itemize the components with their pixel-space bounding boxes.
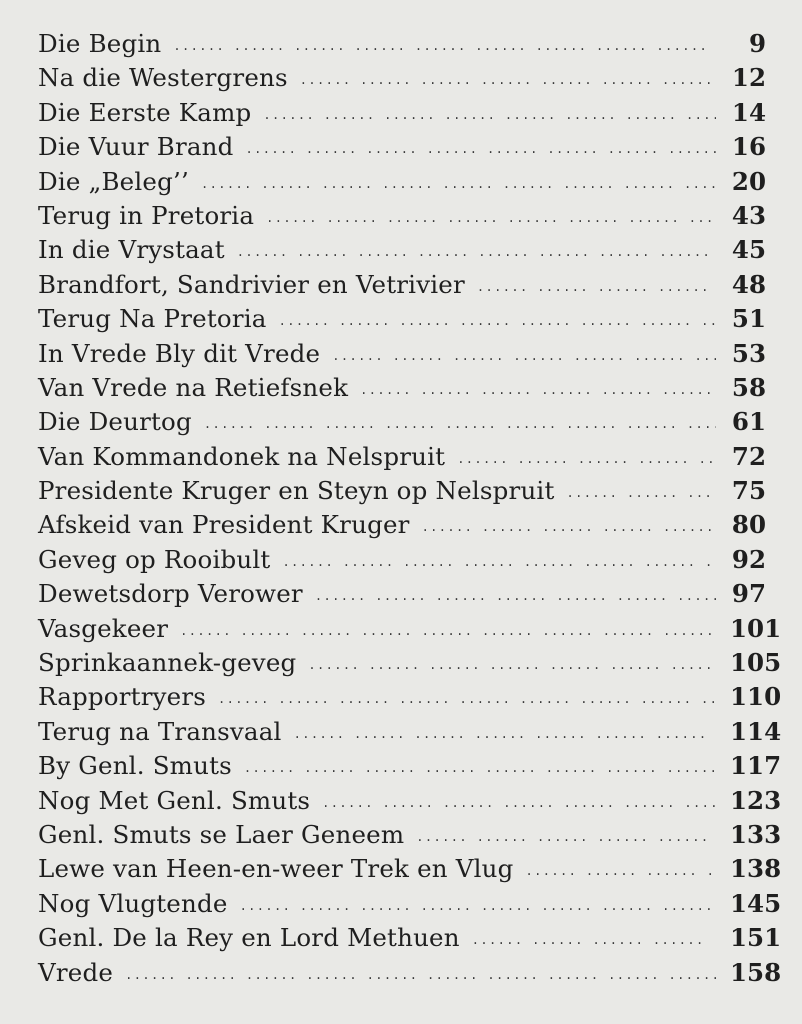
dot-leader (279, 304, 716, 338)
toc-entry (38, 577, 766, 611)
toc-entry-title: Afskeid van President Kruger (38, 510, 410, 540)
toc-entry (38, 784, 782, 818)
toc-entry-title: Rapportryers (38, 682, 207, 712)
dot-leader (294, 717, 716, 751)
toc-entry-title: Terug na Transvaal (38, 716, 282, 746)
toc-entry-title: Die „Beleg’’ (38, 166, 189, 196)
toc-entry-title: In die Vrystaat (38, 235, 225, 265)
toc-entry-title: Presidente Kruger en Steyn op Nelspruit (38, 476, 555, 506)
toc-entry-title: Die Vuur Brand (38, 132, 234, 162)
toc-entry-title: Vasgekeer (38, 613, 169, 643)
toc-entry (38, 749, 782, 783)
toc-entry-title: Lewe van Heen-en-weer Trek en Vlug (38, 854, 514, 884)
toc-entry-page: 61 (731, 407, 766, 437)
toc-entry (38, 233, 766, 267)
toc-entry-page: 48 (731, 269, 766, 299)
toc-entry-title: By Genl. Smuts (38, 751, 232, 781)
dot-leader (204, 407, 716, 441)
toc-entry-page: 101 (730, 613, 782, 643)
toc-entry-page: 72 (731, 441, 766, 471)
dot-leader (240, 889, 716, 923)
toc-entry-page: 75 (731, 476, 766, 506)
dot-leader (244, 751, 716, 785)
toc-entry (38, 371, 766, 405)
toc-entry (38, 268, 766, 302)
toc-entry-title: Terug in Pretoria (38, 200, 255, 230)
toc-entry (38, 130, 766, 164)
toc-entry-title: Nog Met Genl. Smuts (38, 785, 311, 815)
toc-entry (38, 921, 782, 955)
toc-entry (38, 887, 782, 921)
toc-entry-page: 12 (731, 63, 766, 93)
toc-entry-title: Na die Westergrens (38, 63, 288, 93)
toc-entry-page: 110 (730, 682, 782, 712)
toc-entry-page: 80 (731, 510, 766, 540)
dot-leader (472, 923, 716, 957)
toc-entry (38, 715, 782, 749)
dot-leader (360, 373, 716, 407)
toc-entry-title: Genl. Smuts se Laer Geneem (38, 819, 405, 849)
toc-entry-title: Die Eerste Kamp (38, 97, 252, 127)
toc-entry-page: 105 (730, 648, 782, 678)
toc-entry-page: 158 (730, 957, 782, 987)
toc-entry (38, 956, 782, 990)
toc-entry-title: Van Vrede na Retiefsnek (38, 372, 349, 402)
toc-entry-page: 53 (731, 338, 766, 368)
toc-entry (38, 818, 782, 852)
toc-entry-title: Terug Na Pretoria (38, 304, 267, 334)
dot-leader (416, 820, 716, 854)
table-of-contents (38, 27, 782, 990)
toc-entry-page: 16 (731, 132, 766, 162)
toc-entry-page: 43 (731, 200, 766, 230)
toc-entry (38, 680, 782, 714)
toc-entry-page: 9 (748, 29, 766, 58)
dot-leader (300, 63, 716, 97)
dot-leader (422, 510, 716, 544)
dot-leader (332, 339, 716, 373)
dot-leader (315, 579, 716, 613)
toc-entry (38, 96, 766, 130)
toc-entry-title: Sprinkaannek-geveg (38, 648, 297, 678)
toc-entry (38, 337, 766, 371)
toc-entry (38, 405, 766, 439)
toc-entry (38, 612, 782, 646)
dot-leader (282, 545, 716, 579)
toc-entry (38, 646, 782, 680)
toc-entry (38, 474, 766, 508)
toc-entry-title: Genl. De la Rey en Lord Methuen (38, 923, 460, 953)
toc-entry-title: Die Deurtog (38, 407, 192, 437)
toc-entry-title: Brandfort, Sandrivier en Vetrivier (38, 269, 465, 299)
dot-leader (246, 132, 716, 166)
dot-leader (201, 167, 716, 201)
toc-entry (38, 508, 766, 542)
toc-entry-page: 133 (730, 819, 782, 849)
toc-entry-page: 97 (731, 579, 766, 609)
toc-entry-title: Nog Vlugtende (38, 888, 228, 918)
dot-leader (173, 29, 716, 63)
toc-entry-page: 20 (731, 166, 766, 196)
toc-entry-page: 117 (730, 751, 782, 781)
dot-leader (218, 682, 716, 716)
toc-entry-page: 138 (730, 854, 782, 884)
toc-entry-title: Van Kommandonek na Nelspruit (38, 441, 446, 471)
dot-leader (526, 854, 716, 888)
toc-entry-page: 151 (730, 923, 782, 953)
dot-leader (125, 958, 716, 992)
toc-entry (38, 852, 782, 886)
toc-entry-page: 123 (730, 785, 782, 815)
toc-entry (38, 302, 766, 336)
dot-leader (322, 786, 716, 820)
toc-entry (38, 27, 766, 61)
toc-entry (38, 440, 766, 474)
toc-entry (38, 543, 766, 577)
toc-entry-page: 114 (730, 716, 782, 746)
toc-entry-title: Vrede (38, 957, 114, 987)
dot-leader (308, 648, 716, 682)
toc-entry-page: 45 (731, 235, 766, 265)
dot-leader (266, 201, 716, 235)
toc-entry (38, 165, 766, 199)
dot-leader (567, 476, 717, 510)
dot-leader (180, 614, 716, 648)
toc-entry-title: In Vrede Bly dit Vrede (38, 338, 321, 368)
toc-entry (38, 61, 766, 95)
toc-entry-page: 51 (731, 304, 766, 334)
toc-entry-page: 14 (731, 97, 766, 127)
toc-entry-title: Geveg op Rooibult (38, 544, 271, 574)
dot-leader (457, 442, 716, 476)
toc-entry-title: Dewetsdorp Verower (38, 579, 303, 609)
toc-entry-page: 145 (730, 888, 782, 918)
toc-entry-page: 58 (731, 372, 766, 402)
dot-leader (477, 270, 716, 304)
toc-entry (38, 199, 766, 233)
dot-leader (263, 98, 716, 132)
toc-entry-page: 92 (731, 544, 766, 574)
dot-leader (237, 235, 716, 269)
toc-entry-title: Die Begin (38, 29, 162, 58)
